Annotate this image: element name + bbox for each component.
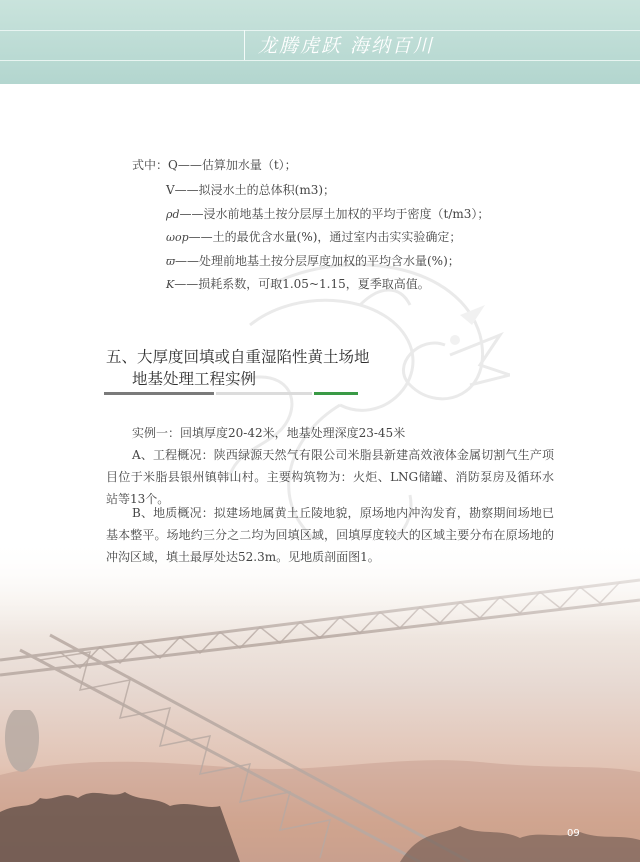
page-number: 09	[567, 828, 580, 839]
formula-line-v: V——拟浸水土的总体积(m3)；	[166, 183, 336, 197]
header-band	[0, 0, 640, 84]
section-rule-light	[216, 392, 312, 395]
background-photo	[0, 540, 640, 862]
header-slogan: 龙腾虎跃 海纳百川	[258, 35, 435, 57]
formula-line-omega: ωop——土的最优含水量(%)，通过室内击实实验确定；	[166, 230, 462, 244]
section-rule-gray	[104, 392, 214, 395]
section-title-line1: 五、大厚度回填或自重湿陷性黄土场地	[106, 348, 370, 366]
section-rule-green	[314, 392, 358, 395]
example-heading: 实例一：回填厚度20-42米，地基处理深度23-45米	[132, 426, 406, 440]
header-divider	[244, 30, 245, 60]
example-paragraph-a: A、工程概况：陕西绿源天然气有限公司米脂县新建高效液体金属切割气生产项目位于米脂县银州镇韩山村。主要构筑物为：火炬、LNG储罐、消防泵房及循环水站等13个。	[106, 448, 554, 506]
example-paragraph-b: B、地质概况：拟建场地属黄土丘陵地貌，原场地内冲沟发育，勘察期间场地已基本整平。场地约三分之二均为回填区域，回填厚度较大的区域主要分布在原场地的冲沟区域，填土最厚处达52.3m。见地质剖面图1。	[106, 506, 554, 564]
formula-line-q: 式中：Q——估算加水量（t）；	[132, 158, 297, 172]
section-title-line2: 地基处理工程实例	[132, 370, 257, 388]
formula-line-avg-moisture: ϖ——处理前地基土按分层厚度加权的平均含水量(%)；	[166, 254, 460, 268]
formula-line-k: K——损耗系数，可取1.05~1.15，夏季取高值。	[166, 277, 430, 291]
header-rule-bottom	[0, 60, 640, 61]
crane-silhouette-icon	[0, 540, 640, 862]
formula-line-rho: ρd——浸水前地基土按分层厚土加权的平均于密度（t/m3）；	[166, 207, 490, 221]
